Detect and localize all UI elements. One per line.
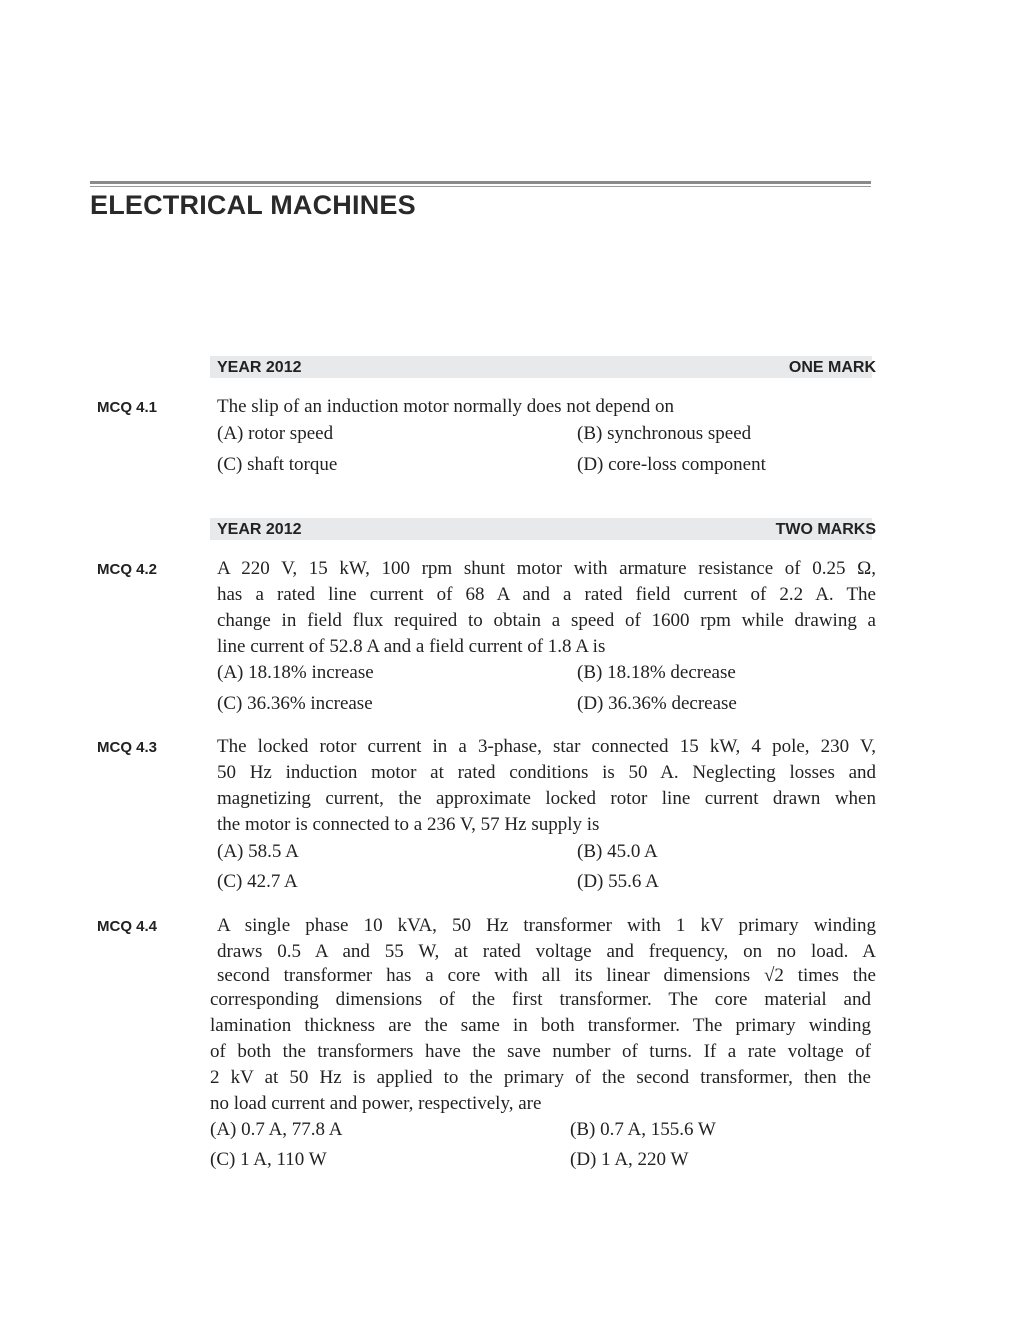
question-text-line: second transformer has a core with all its linear dimensions √2 times the bbox=[217, 965, 876, 986]
question-number: MCQ 4.2 bbox=[97, 561, 158, 578]
question-text-line: The locked rotor current in a 3-phase, star connected 15 kW, 4 pole, 230 V, bbox=[217, 736, 876, 757]
answer-option-d: (D) 1 A, 220 W bbox=[570, 1149, 689, 1170]
question-text-line: The slip of an induction motor normally does not depend on bbox=[217, 396, 674, 417]
question-text-line: of both the transformers have the save number of turns. If a rate voltage of bbox=[210, 1041, 871, 1062]
question-number: MCQ 4.4 bbox=[97, 918, 158, 935]
question-text-line: change in field flux required to obtain a speed of 1600 rpm while drawing a bbox=[217, 610, 876, 631]
question-text-line: lamination thickness are the same in both transformer. The primary winding bbox=[210, 1015, 871, 1036]
header-rule-thin bbox=[90, 186, 871, 187]
answer-option-b: (B) synchronous speed bbox=[577, 423, 752, 444]
section-marks: ONE MARK bbox=[788, 359, 876, 376]
question-text-line: A 220 V, 15 kW, 100 rpm shunt motor with armature resistance of 0.25 Ω, bbox=[217, 558, 876, 579]
answer-option-c: (C) shaft torque bbox=[217, 454, 338, 475]
question-text-line: A single phase 10 kVA, 50 Hz transformer with 1 kV primary winding bbox=[217, 915, 876, 936]
question-number: MCQ 4.3 bbox=[97, 739, 158, 756]
question-text-line: no load current and power, respectively, are bbox=[210, 1093, 542, 1114]
section-year: YEAR 2012 bbox=[217, 521, 302, 538]
question-text-line: magnetizing current, the approximate locked rotor line current drawn when bbox=[217, 788, 876, 809]
header-rule-thick bbox=[90, 181, 871, 184]
answer-option-d: (D) 36.36% decrease bbox=[577, 693, 737, 714]
answer-option-a: (A) rotor speed bbox=[217, 423, 334, 444]
question-text-line: has a rated line current of 68 A and a rated field current of 2.2 A. The bbox=[217, 584, 876, 605]
answer-option-b: (B) 0.7 A, 155.6 W bbox=[570, 1119, 716, 1140]
answer-option-d: (D) 55.6 A bbox=[577, 871, 659, 892]
answer-option-d: (D) core-loss component bbox=[577, 454, 766, 475]
question-text-line: corresponding dimensions of the first transformer. The core material and bbox=[210, 989, 871, 1010]
section-header-two-marks bbox=[210, 518, 876, 540]
answer-option-c: (C) 36.36% increase bbox=[217, 693, 373, 714]
answer-option-c: (C) 42.7 A bbox=[217, 871, 298, 892]
answer-option-a: (A) 58.5 A bbox=[217, 841, 299, 862]
section-year: YEAR 2012 bbox=[217, 359, 302, 376]
question-text-line: the motor is connected to a 236 V, 57 Hz supply is bbox=[217, 814, 600, 835]
question-number: MCQ 4.1 bbox=[97, 399, 158, 416]
question-text-line: draws 0.5 A and 55 W, at rated voltage and frequency, on no load. A bbox=[217, 941, 876, 962]
answer-option-c: (C) 1 A, 110 W bbox=[210, 1149, 327, 1170]
chapter-title: ELECTRICAL MACHINES bbox=[90, 190, 416, 220]
question-text-line: 50 Hz induction motor at rated conditions is 50 A. Neglecting losses and bbox=[217, 762, 876, 783]
section-header-one-mark bbox=[210, 356, 876, 378]
answer-option-a: (A) 0.7 A, 77.8 A bbox=[210, 1119, 343, 1140]
question-text-line: 2 kV at 50 Hz is applied to the primary of the second transformer, then the bbox=[210, 1067, 871, 1088]
answer-option-b: (B) 18.18% decrease bbox=[577, 662, 736, 683]
answer-option-b: (B) 45.0 A bbox=[577, 841, 658, 862]
section-marks: TWO MARKS bbox=[775, 521, 876, 538]
answer-option-a: (A) 18.18% increase bbox=[217, 662, 374, 683]
question-text-line: line current of 52.8 A and a field current of 1.8 A is bbox=[217, 636, 606, 657]
